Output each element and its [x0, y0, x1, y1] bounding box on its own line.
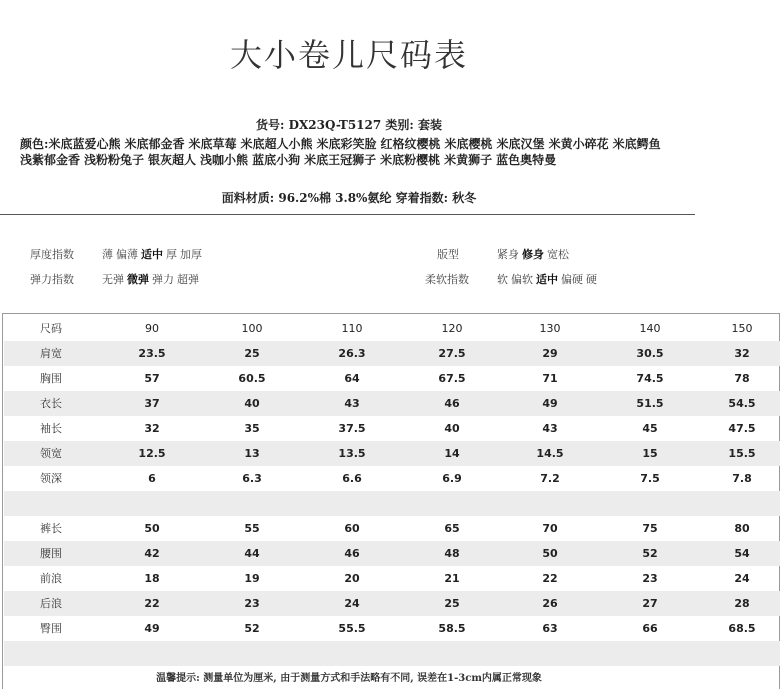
measurement-value: 52: [244, 622, 260, 635]
row-label: 裤长: [40, 522, 62, 535]
measurement-value: 6: [148, 472, 156, 485]
row-label: 后浪: [40, 597, 62, 610]
attribute-option: 弹力: [152, 273, 174, 286]
table-row: [4, 641, 780, 666]
color-option: 米底鳄鱼: [612, 137, 661, 151]
measurement-value: 29: [542, 347, 558, 360]
measurement-value: 40: [244, 397, 260, 410]
row-label: 腰围: [40, 547, 62, 560]
fit-type: [437, 246, 572, 262]
measurement-value: 13: [244, 447, 260, 460]
attribute-label: 柔软指数: [425, 273, 469, 286]
measurement-value: 40: [444, 422, 460, 435]
softness-index: [425, 271, 600, 287]
measurement-value: 6.3: [242, 472, 262, 485]
measurement-value: 27.5: [438, 347, 466, 360]
measurement-value: 66: [642, 622, 658, 635]
measurement-value: 37.5: [338, 422, 366, 435]
measurement-value: 15: [642, 447, 658, 460]
measurement-value: 64: [344, 372, 360, 385]
row-label: 领深: [40, 472, 62, 485]
measurement-value: 28: [734, 597, 750, 610]
measurement-value: 35: [244, 422, 260, 435]
measurement-value: 67.5: [438, 372, 466, 385]
table-row: [4, 391, 780, 416]
size-header: 130: [539, 322, 561, 335]
size-header: 110: [341, 322, 363, 335]
divider: [0, 214, 695, 215]
measurement-value: 7.8: [732, 472, 752, 485]
color-option: 米底蓝爱心熊: [48, 137, 121, 151]
measurement-value: 24: [344, 597, 360, 610]
measurement-value: 70: [542, 522, 558, 535]
measurement-value: 45: [642, 422, 658, 435]
color-option: 米底粉樱桃: [380, 153, 441, 167]
stretch-index: [30, 271, 202, 287]
measurement-value: 60.5: [238, 372, 266, 385]
color-option: 米底草莓: [188, 137, 237, 151]
measurement-value: 44: [244, 547, 260, 560]
table-row: [4, 616, 780, 641]
measurement-value: 21: [444, 572, 460, 585]
row-label: 尺码: [40, 322, 62, 335]
table-header-row: [4, 316, 780, 341]
table-row: [4, 416, 780, 441]
attribute-option: 薄: [102, 248, 113, 261]
measurement-value: 49: [144, 622, 160, 635]
measurement-value: 15.5: [728, 447, 756, 460]
measurement-value: 78: [734, 372, 750, 385]
attribute-label: 弹力指数: [30, 273, 74, 286]
size-header: 120: [441, 322, 463, 335]
measurement-value: 30.5: [636, 347, 664, 360]
measurement-value: 51.5: [636, 397, 664, 410]
measurement-value: 46: [444, 397, 460, 410]
measurement-value: 7.2: [540, 472, 560, 485]
measurement-value: 48: [444, 547, 460, 560]
measurement-value: 32: [734, 347, 750, 360]
row-label: 衣长: [40, 397, 62, 410]
row-label: 领宽: [40, 447, 62, 460]
measurement-value: 42: [144, 547, 160, 560]
measurement-value: 54.5: [728, 397, 756, 410]
measurement-value: 50: [542, 547, 558, 560]
color-option: 蓝色奥特曼: [496, 153, 557, 167]
measurement-value: 32: [144, 422, 160, 435]
measurement-value: 12.5: [138, 447, 166, 460]
row-label: 臀围: [40, 622, 62, 635]
measurement-value: 27: [642, 597, 658, 610]
table-row: [4, 491, 780, 516]
color-option: 米底樱桃: [444, 137, 493, 151]
measurement-value: 52: [642, 547, 658, 560]
measurement-value: 23: [244, 597, 260, 610]
table-row: [4, 466, 780, 491]
measurement-value: 26.3: [338, 347, 366, 360]
measurement-value: 65: [444, 522, 460, 535]
attribute-option: 偏硬: [561, 273, 583, 286]
attribute-option: 加厚: [180, 248, 202, 261]
color-option: 米底王冠狮子: [304, 153, 377, 167]
measurement-value: 49: [542, 397, 558, 410]
measurement-value: 58.5: [438, 622, 466, 635]
measurement-value: 46: [344, 547, 360, 560]
table-row: [4, 341, 780, 366]
measurement-value: 60: [344, 522, 360, 535]
attribute-option-selected: 微弹: [127, 273, 149, 286]
measurement-value: 22: [542, 572, 558, 585]
size-header: 150: [731, 322, 753, 335]
color-option: 米底超人小熊: [240, 137, 313, 151]
table-row: [4, 516, 780, 541]
measurement-value: 25: [444, 597, 460, 610]
measurement-value: 63: [542, 622, 558, 635]
size-header: 90: [145, 322, 159, 335]
attribute-option: 偏薄: [116, 248, 138, 261]
measurement-value: 68.5: [728, 622, 756, 635]
attribute-option: 无弹: [102, 273, 124, 286]
measurement-value: 19: [244, 572, 260, 585]
attribute-label: 厚度指数: [30, 248, 74, 261]
attribute-option: 偏软: [511, 273, 533, 286]
measurement-value: 22: [144, 597, 160, 610]
attribute-option: 厚: [166, 248, 177, 261]
measurement-value: 75: [642, 522, 658, 535]
measurement-value: 43: [542, 422, 558, 435]
page-title: 大小卷儿尺码表: [229, 36, 468, 74]
colors-label: 颜色:: [20, 137, 49, 151]
measurement-value: 23: [642, 572, 658, 585]
sku-category-line: 货号: DX23Q-T5127 类别: 套装: [255, 118, 443, 132]
color-list: [20, 136, 700, 168]
measurement-value: 55: [244, 522, 260, 535]
measurement-value: 43: [344, 397, 360, 410]
measurement-value: 24: [734, 572, 750, 585]
row-label: 袖长: [40, 422, 62, 435]
table-row: [4, 566, 780, 591]
row-label: 胸围: [40, 372, 62, 385]
measurement-value: 57: [144, 372, 160, 385]
measurement-value: 54: [734, 547, 750, 560]
measurement-value: 14: [444, 447, 460, 460]
table-row: [4, 591, 780, 616]
measurement-value: 55.5: [338, 622, 366, 635]
color-option: 浅咖小熊: [200, 153, 249, 167]
measurement-value: 6.6: [342, 472, 362, 485]
size-header: 100: [241, 322, 263, 335]
color-option: 浅紫郁金香: [20, 153, 81, 167]
measurement-value: 74.5: [636, 372, 664, 385]
color-option: 米底汉堡: [496, 137, 545, 151]
measurement-value: 13.5: [338, 447, 366, 460]
attribute-option: 宽松: [547, 248, 569, 261]
color-option: 蓝底小狗: [252, 153, 301, 167]
measurement-value: 7.5: [640, 472, 660, 485]
measurement-value: 37: [144, 397, 160, 410]
attribute-option-selected: 适中: [141, 248, 163, 261]
measurement-value: 18: [144, 572, 160, 585]
attribute-option: 硬: [586, 273, 597, 286]
measurement-value: 50: [144, 522, 160, 535]
thickness-index: [30, 246, 205, 262]
material-line: 面料材质: 96.2%棉 3.8%氨纶 穿着指数: 秋冬: [221, 191, 477, 205]
color-option: 米底郁金香: [124, 137, 185, 151]
measurement-value: 71: [542, 372, 558, 385]
measurement-value: 80: [734, 522, 750, 535]
color-option: 浅粉粉兔子: [84, 153, 145, 167]
table-row: [4, 441, 780, 466]
measurement-value: 14.5: [536, 447, 564, 460]
attribute-option: 紧身: [497, 248, 519, 261]
measurement-value: 26: [542, 597, 558, 610]
color-option: 米黄狮子: [444, 153, 493, 167]
measurement-value: 25: [244, 347, 260, 360]
attribute-option-selected: 修身: [522, 248, 544, 261]
size-table: [2, 313, 780, 689]
attribute-label: 版型: [437, 248, 459, 261]
attribute-option-selected: 适中: [536, 273, 558, 286]
attribute-option: 软: [497, 273, 508, 286]
color-option: 红格纹樱桃: [380, 137, 441, 151]
measurement-value: 6.9: [442, 472, 462, 485]
measurement-value: 47.5: [728, 422, 756, 435]
attribute-option: 超弹: [177, 273, 199, 286]
table-row: [4, 366, 780, 391]
measurement-value: 20: [344, 572, 360, 585]
color-option: 米底彩笑脸: [316, 137, 377, 151]
size-header: 140: [639, 322, 661, 335]
row-label: 肩宽: [40, 347, 62, 360]
table-row: [4, 541, 780, 566]
footnote: 温馨提示: 测量单位为厘米, 由于测量方式和手法略有不同, 误差在1-3cm内属正常现象: [156, 673, 542, 684]
row-label: 前浪: [40, 572, 62, 585]
color-option: 米黄小碎花: [548, 137, 609, 151]
color-option: 银灰超人: [148, 153, 197, 167]
measurement-value: 23.5: [138, 347, 166, 360]
